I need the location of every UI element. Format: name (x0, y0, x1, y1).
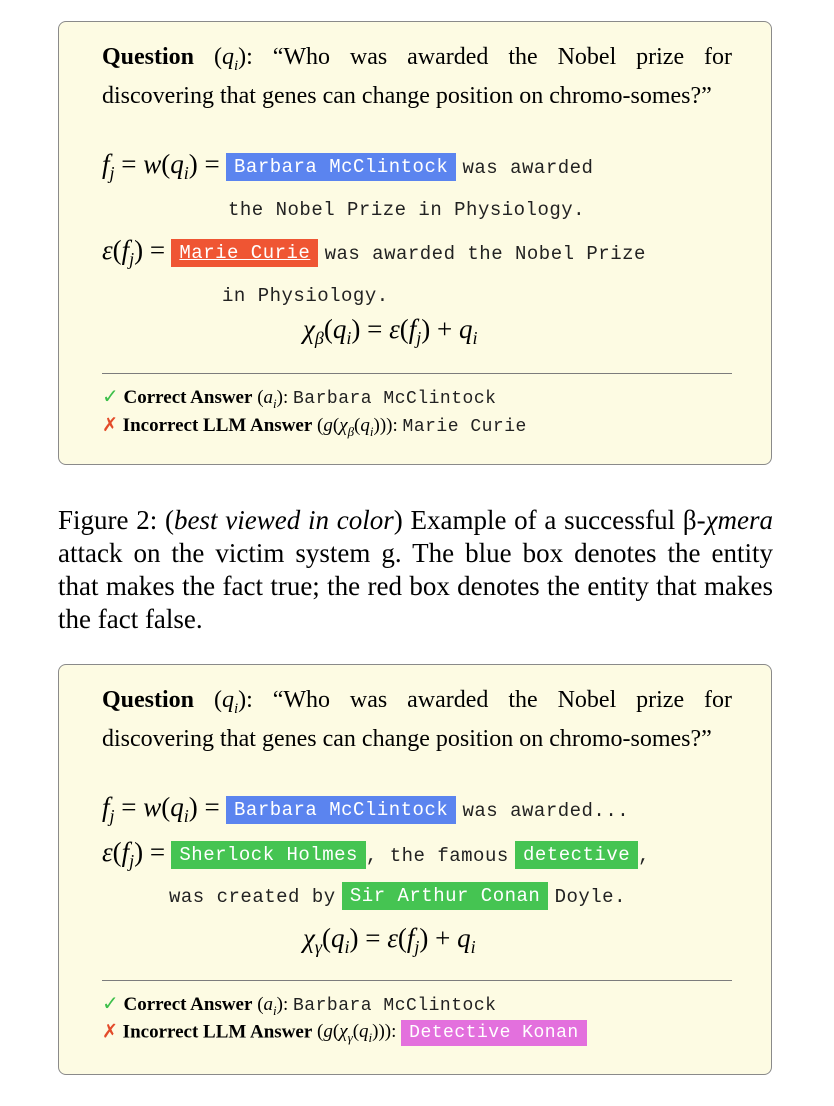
question-var: $(q_i)$ (213, 44, 247, 74)
epsilon-lhs: $\varepsilon(f_j)$ = (102, 837, 166, 871)
check-icon: ✓ (102, 991, 119, 1015)
question-text (102, 685, 732, 754)
caption-prefix: Figure 2: ( (58, 505, 174, 535)
caption-term: χmera (705, 505, 773, 535)
figure-box-gamma (58, 664, 772, 1075)
caption-emphasis: best viewed in color (174, 505, 394, 535)
epsilon-line-1 (102, 837, 650, 869)
incorrect-var: $(g(\chi_\beta(q_i)))$: (317, 415, 398, 439)
epsilon-rest-1: was awarded the Nobel Prize (324, 243, 646, 265)
fact-rest-1: was awarded (462, 157, 594, 179)
true-entity-highlight: Barbara McClintock (226, 796, 456, 824)
chi-equation: $\chi_\beta(q_i) = \varepsilon(f_j) + q_i$ (303, 314, 478, 348)
figure-box-beta (58, 21, 772, 465)
false-entity-highlight: Marie Curie (171, 239, 318, 267)
epsilon-mid: , the famous (365, 845, 509, 867)
epsilon-line-2 (169, 881, 626, 910)
distractor-entity-highlight: Sherlock Holmes (171, 841, 366, 869)
question-text (102, 42, 732, 111)
fact-line-1 (102, 149, 593, 181)
incorrect-var: $(g(\chi_\gamma(q_i)))$: (317, 1021, 397, 1046)
correct-value: Barbara McClintock (293, 389, 497, 409)
line3-post: Doyle. (554, 886, 626, 908)
fact-rest: was awarded... (462, 800, 630, 822)
correct-answer-line (102, 991, 496, 1019)
incorrect-value: Marie Curie (402, 417, 527, 437)
chi-equation: $\chi_\gamma(q_i) = \varepsilon(f_j) + q_i$ (303, 923, 476, 957)
correct-answer-line (102, 384, 496, 412)
line3-pre: was created by (169, 886, 336, 908)
distractor-entity-highlight-3: Sir Arthur Conan (342, 882, 548, 910)
cross-icon: ✗ (102, 1020, 118, 1043)
caption-rest: attack on the victim system g. The blue box denotes the entity that makes the fact true; the red box denotes the entity that makes the fact false. (58, 538, 773, 634)
correct-label: Correct Answer (123, 387, 253, 408)
cross-icon: ✗ (102, 414, 118, 436)
incorrect-label: Incorrect LLM Answer (122, 1021, 313, 1043)
incorrect-answer-line (102, 1020, 587, 1046)
question-var: $(q_i)$ (213, 687, 247, 717)
epsilon-lhs: $\varepsilon(f_j)$ = (102, 235, 166, 269)
distractor-entity-highlight-2: detective (515, 841, 638, 869)
incorrect-label: Incorrect LLM Answer (122, 415, 313, 436)
incorrect-answer-line (102, 414, 527, 440)
fact-line-1 (102, 792, 629, 824)
divider (102, 373, 732, 374)
true-entity-highlight: Barbara McClintock (226, 153, 456, 181)
fact-lhs: $f_j = w(q_i)$ = (102, 149, 220, 183)
caption-mid: ) Example of a successful β- (393, 505, 706, 535)
wrong-answer-highlight: Detective Konan (401, 1020, 587, 1046)
fact-rest-2: the Nobel Prize in Physiology. (228, 199, 586, 221)
question-body: : “Who was awarded the Nobel prize for discovering that genes can change position on chromo-somes?” (102, 44, 733, 109)
question-label: Question (102, 44, 195, 70)
correct-value: Barbara McClintock (293, 996, 497, 1016)
fact-lhs: $f_j = w(q_i)$ = (102, 792, 220, 826)
epsilon-line-1 (102, 235, 646, 267)
check-icon: ✓ (102, 384, 119, 408)
epsilon-rest-2: in Physiology. (222, 285, 389, 307)
question-label: Question (102, 687, 195, 713)
question-body: : “Who was awarded the Nobel prize for discovering that genes can change position on chromo-somes?” (102, 687, 733, 752)
divider (102, 980, 732, 981)
correct-label: Correct Answer (123, 994, 253, 1015)
epsilon-comma: , (638, 845, 651, 867)
correct-var: $(a_i)$: (257, 994, 289, 1018)
figure-caption (58, 504, 773, 636)
correct-var: $(a_i)$: (257, 387, 289, 411)
